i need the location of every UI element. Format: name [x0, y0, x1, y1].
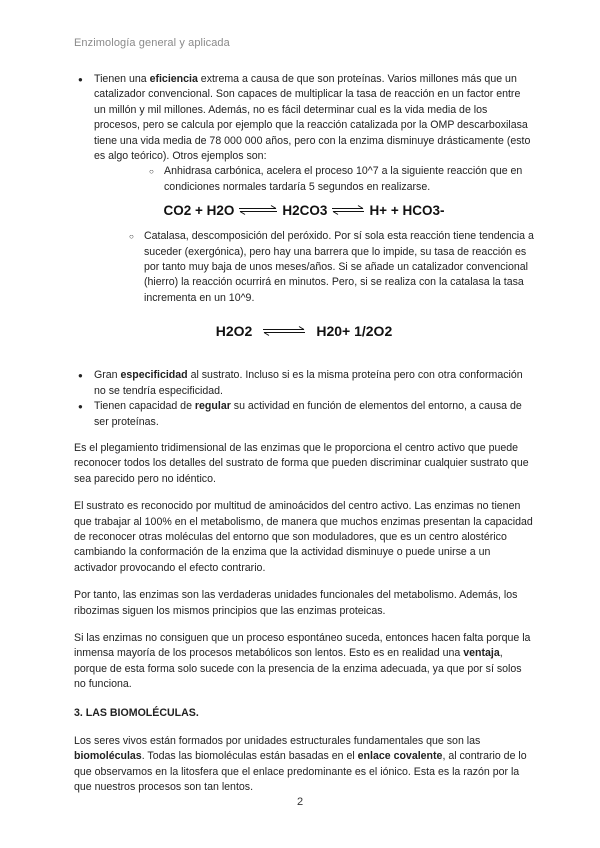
bullet-text-post: su actividad en función de elementos del entorno, a causa de ser proteínas. — [94, 400, 522, 428]
equilibrium-arrow-icon — [262, 326, 306, 336]
bullet-text-pre: Tienen capacidad de — [94, 400, 195, 413]
property-list-2 — [74, 368, 534, 430]
paragraph-biomolecules — [74, 734, 534, 796]
equilibrium-arrow-icon — [238, 205, 278, 215]
subbullet-text: Catalasa, descomposición del peróxido. Por sí sola esta reacción tiene tendencia a suceder (exergónica), pero hay una barrera que lo impide, su tasa de reacción es por tanto muy baja de unos meses/años. Si se añade un catalizador convencional (hierro) la reacción ocurrirá en minutos. Pero, si se realiza con la catalasa la tasa incrementa en un 10^9. — [144, 230, 534, 304]
bullet-text-post: extrema a causa de que son proteínas. Varios millones más que un catalizador convencional. Son capaces de multiplicar la tasa de reacción en un factor entre un millón y mil millones. Además, no es fácil determinar cual es la vida media de los procesos, pero se calcula por ejemplo que la reacción catalizada por la OMP descarboxilasa tiene una vida media de 78 000 000 años, pero con la enzima disminuye drásticamente (esto es algo teórico). Otros ejemplos son: — [94, 73, 531, 163]
bullet-text-bold: eficiencia — [149, 73, 198, 85]
bullet-text-bold: especificidad — [120, 369, 188, 382]
para-pre: Los seres vivos están formados por unidades estructurales fundamentales que son las — [74, 735, 481, 747]
example-sublist — [94, 164, 534, 195]
bullet-regulation — [74, 399, 534, 430]
subbullet-catalasa — [74, 229, 534, 306]
paragraph-substrate: El sustrato es reconocido por multitud de aminoácidos del centro activo. Las enzimas no tienen que trabajar al 100% en el metabolismo, de manera que muchos enzimas presentan la capacidad de reconocer otras moléculas del entorno que son moduladores, que es un centro alostérico cambiando la conformación de la enzima que la actividad disminuye o puede unirse a un activador provocando el efecto contrario. — [74, 500, 533, 574]
bullet-efficiency — [74, 72, 534, 195]
section-heading: 3. LAS BIOMOLÉCULAS. — [74, 706, 199, 719]
equation-products: H+ + HCO3- — [369, 202, 445, 218]
para-bold: ventaja — [463, 647, 500, 660]
para-mid: . Todas las biomoléculas están basadas en el — [141, 750, 358, 763]
page-header: Enzimología general y aplicada — [74, 37, 230, 49]
para-bold: biomoléculas — [74, 750, 142, 763]
bullet-text-pre: Tienen una — [94, 73, 150, 85]
paragraph-folding: Es el plegamiento tridimensional de las enzimas que le proporciona el centro activo que puede reconocer todos los detalles del sustrato de forma que pueden discriminar cualquier sustrato que sea parecido pero no idéntico. — [74, 441, 529, 485]
equation-intermediate: H2CO3 — [282, 202, 328, 218]
equation-carbonic — [74, 197, 534, 223]
paragraph-functional-units: Por tanto, las enzimas son las verdaderas unidades funcionales del metabolismo. Además, los ribozimas siguen los mismos principios que las enzimas proteicas. — [74, 589, 518, 617]
para-pre: Si las enzimas no consiguen que un proceso espontáneo suceda, entonces hacen falta porque la inmensa mayoría de los procesos metabólicos son lentos. Esto es en realidad una — [74, 631, 531, 660]
bullet-text-pre: Gran — [94, 369, 121, 382]
bullet-specificity — [74, 368, 534, 399]
para-post: , al contrario de lo que observamos en la litosfera que el enlace predominante es el iónico. Esta es la razón por la que nuestros procesos son tan lentos. — [74, 750, 527, 794]
example-sublist-2 — [74, 229, 534, 306]
equation-reactants: H2O2 — [215, 322, 253, 339]
bullet-text-post: al sustrato. Incluso si es la misma proteína pero con otra conformación no se tendría especificidad. — [94, 369, 523, 397]
document-body — [74, 72, 534, 796]
subbullet-anhidrasa — [94, 164, 534, 195]
property-list — [74, 72, 534, 195]
subbullet-text: Anhidrasa carbónica, acelera el proceso 10^7 a la siguiente reacción que en condiciones normales tardaría 5 segundos en realizarse. — [164, 165, 523, 193]
page-number: 2 — [296, 796, 304, 808]
equation-peroxide — [74, 316, 534, 346]
equation-products: H20+ 1/2O2 — [316, 322, 393, 339]
paragraph-advantage — [74, 631, 534, 693]
para-bold: enlace covalente — [357, 750, 443, 763]
bullet-text-bold: regular — [194, 400, 231, 413]
para-post: , porque de esta forma solo sucede con la presencia de la enzima adecuada, ya que por sí solos no funciona. — [74, 647, 522, 691]
equilibrium-arrow-icon — [331, 205, 365, 215]
equation-reactants: CO2 + H2O — [163, 202, 235, 218]
